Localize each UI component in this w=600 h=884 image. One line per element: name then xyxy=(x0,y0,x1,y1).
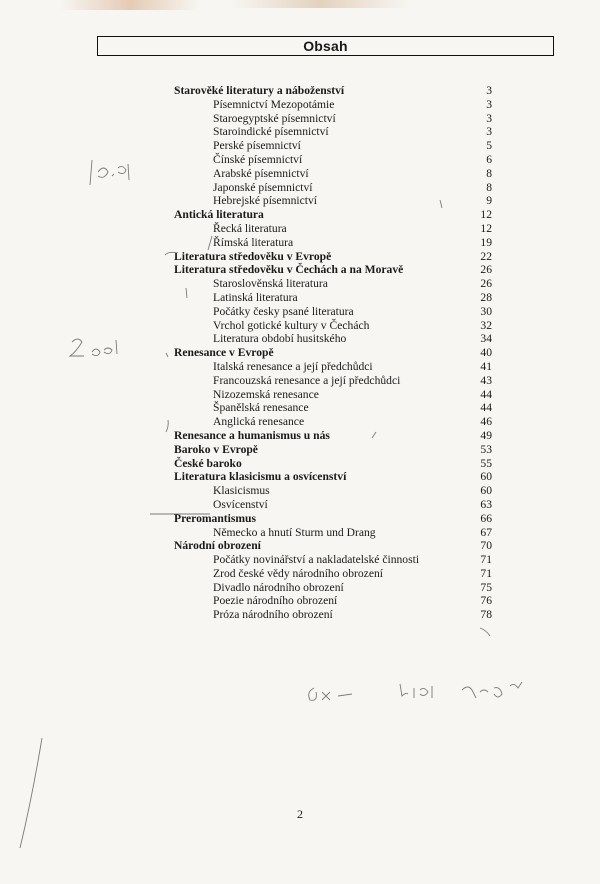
toc-entry-page: 60 xyxy=(480,484,492,498)
toc-section-row xyxy=(0,581,600,595)
toc-section-row xyxy=(0,98,600,112)
toc-entry-page: 40 xyxy=(480,346,492,360)
toc-section-row xyxy=(0,305,600,319)
toc-entry-label: Renesance v Evropě xyxy=(174,346,274,360)
toc-entry-page: 22 xyxy=(480,249,492,263)
toc-entry-page: 66 xyxy=(480,511,492,525)
toc-chapter-row xyxy=(0,263,600,277)
toc-entry-label: Písemnictví Mezopotámie xyxy=(213,97,335,111)
toc-entry-label: Staroslověnská literatura xyxy=(213,277,328,291)
toc-section-row xyxy=(0,194,600,208)
toc-entry-label: Antická literatura xyxy=(174,208,264,222)
toc-chapter-row xyxy=(0,429,600,443)
toc-entry-page: 67 xyxy=(480,525,492,539)
toc-chapter-row xyxy=(0,443,600,457)
toc-entry-label: Italská renesance a její předchůdci xyxy=(213,359,373,373)
toc-entry-page: 41 xyxy=(480,359,492,373)
toc-entry-page: 34 xyxy=(480,332,492,346)
toc-entry-page: 76 xyxy=(480,594,492,608)
toc-entry-page: 19 xyxy=(480,235,492,249)
toc-entry-label: Hebrejské písemnictví xyxy=(213,194,317,208)
toc-chapter-row xyxy=(0,84,600,98)
toc-entry-page: 70 xyxy=(480,539,492,553)
toc-section-row xyxy=(0,401,600,415)
toc-section-row xyxy=(0,236,600,250)
toc-entry-page: 12 xyxy=(480,221,492,235)
toc-section-row xyxy=(0,374,600,388)
toc-section-row xyxy=(0,594,600,608)
toc-section-row xyxy=(0,125,600,139)
toc-entry-label: Klasicismus xyxy=(213,484,270,498)
toc-entry-label: Počátky novinářství a nakladatelské činnosti xyxy=(213,553,420,567)
toc-entry-page: 44 xyxy=(480,387,492,401)
toc-entry-page: 8 xyxy=(486,166,492,180)
page-title xyxy=(97,36,554,56)
toc-entry-page: 26 xyxy=(480,277,492,291)
toc-entry-label: Poezie národního obrození xyxy=(213,594,338,608)
toc-chapter-row xyxy=(0,512,600,526)
toc-entry-page: 3 xyxy=(486,84,492,97)
toc-chapter-row xyxy=(0,208,600,222)
toc-section-row xyxy=(0,415,600,429)
toc-entry-page: 8 xyxy=(486,180,492,194)
toc-entry-label: Japonské písemnictví xyxy=(213,180,313,194)
toc-entry-label: Starověké literatury a náboženství xyxy=(174,84,345,97)
toc-entry-label: Literatura středověku v Čechách a na Moravě xyxy=(174,263,404,277)
toc-entry-label: Řecká literatura xyxy=(213,221,287,235)
toc-entry-label: Španělská renesance xyxy=(213,401,309,415)
toc-entry-label: České baroko xyxy=(174,456,242,470)
toc-section-row xyxy=(0,167,600,181)
toc-entry-page: 71 xyxy=(480,566,492,580)
toc-entry-page: 3 xyxy=(486,125,492,139)
toc-entry-label: Zrod české vědy národního obrození xyxy=(213,566,383,580)
toc-entry-page: 71 xyxy=(480,553,492,567)
toc-section-row xyxy=(0,319,600,333)
toc-entry-label: Čínské písemnictví xyxy=(213,152,303,166)
toc-entry-page: 5 xyxy=(486,139,492,153)
toc-section-row xyxy=(0,526,600,540)
toc-entry-label: Perské písemnictví xyxy=(213,139,301,153)
toc-entry-label: Francouzská renesance a její předchůdci xyxy=(213,373,401,387)
toc-chapter-row xyxy=(0,457,600,471)
toc-chapter-row xyxy=(0,539,600,553)
toc-entry-page: 3 xyxy=(486,111,492,125)
toc-entry-label: Nizozemská renesance xyxy=(213,387,319,401)
toc-entry-label: Staroegyptské písemnictví xyxy=(213,111,336,125)
toc-entry-page: 55 xyxy=(480,456,492,470)
toc-entry-label: Arabské písemnictví xyxy=(213,166,309,180)
toc-section-row xyxy=(0,291,600,305)
toc-entry-page: 30 xyxy=(480,304,492,318)
toc-section-row xyxy=(0,608,600,622)
toc-entry-label: Vrchol gotické kultury v Čechách xyxy=(213,318,370,332)
toc-chapter-row xyxy=(0,346,600,360)
scan-stain xyxy=(230,0,410,8)
toc-section-row xyxy=(0,332,600,346)
pencil-note-6x xyxy=(309,688,352,700)
toc-entry-page: 26 xyxy=(480,263,492,277)
toc-entry-page: 60 xyxy=(480,470,492,484)
toc-chapter-row xyxy=(0,250,600,264)
toc-entry-label: Německo a hnutí Sturm und Drang xyxy=(213,525,376,539)
toc-entry-page: 6 xyxy=(486,152,492,166)
toc-entry-label: Próza národního obrození xyxy=(213,608,333,622)
toc-entry-label: Divadlo národního obrození xyxy=(213,580,344,594)
toc-entry-page: 3 xyxy=(486,97,492,111)
toc-entry-label: Literatura klasicismu a osvícenství xyxy=(174,470,347,484)
toc-entry-page: 46 xyxy=(480,415,492,429)
toc-entry-label: Literatura období husitského xyxy=(213,332,347,346)
toc-entry-label: Počátky česky psané literatura xyxy=(213,304,354,318)
toc-section-row xyxy=(0,567,600,581)
toc-section-row xyxy=(0,181,600,195)
toc-entry-label: Preromantismus xyxy=(174,511,257,525)
toc-section-row xyxy=(0,139,600,153)
toc-entry-page: 44 xyxy=(480,401,492,415)
page-title-text: Obsah xyxy=(303,38,348,54)
toc-entry-page: 32 xyxy=(480,318,492,332)
toc-section-row xyxy=(0,222,600,236)
toc-entry-label: Římská literatura xyxy=(213,235,294,249)
pencil-line xyxy=(20,738,42,848)
toc-entry-label: Národní obrození xyxy=(174,539,261,553)
toc-entry-page: 28 xyxy=(480,290,492,304)
toc-entry-page: 12 xyxy=(480,208,492,222)
toc-entry-page: 78 xyxy=(480,608,492,622)
toc-entry-page: 63 xyxy=(480,497,492,511)
scan-stain xyxy=(60,0,200,10)
toc-section-row xyxy=(0,277,600,291)
toc-section-row xyxy=(0,553,600,567)
toc-entry-page: 43 xyxy=(480,373,492,387)
table-of-contents xyxy=(0,84,600,622)
toc-entry-page: 9 xyxy=(486,194,492,208)
toc-entry-label: Osvícenství xyxy=(213,497,268,511)
toc-entry-label: Baroko v Evropě xyxy=(174,442,258,456)
toc-section-row xyxy=(0,388,600,402)
toc-entry-page: 49 xyxy=(480,428,492,442)
toc-section-row xyxy=(0,484,600,498)
toc-entry-label: Staroindické písemnictví xyxy=(213,125,329,139)
toc-entry-label: Literatura středověku v Evropě xyxy=(174,249,332,263)
toc-entry-label: Latinská literatura xyxy=(213,290,298,304)
toc-entry-label: Anglická renesance xyxy=(213,415,305,429)
toc-section-row xyxy=(0,498,600,512)
pencil-scribble xyxy=(400,682,522,698)
page-number: 2 xyxy=(297,807,303,821)
toc-section-row xyxy=(0,112,600,126)
toc-entry-page: 75 xyxy=(480,580,492,594)
toc-section-row xyxy=(0,153,600,167)
pencil-tick xyxy=(480,628,490,636)
toc-chapter-row xyxy=(0,470,600,484)
toc-section-row xyxy=(0,360,600,374)
toc-entry-label: Renesance a humanismus u nás xyxy=(174,428,330,442)
toc-entry-page: 53 xyxy=(480,442,492,456)
